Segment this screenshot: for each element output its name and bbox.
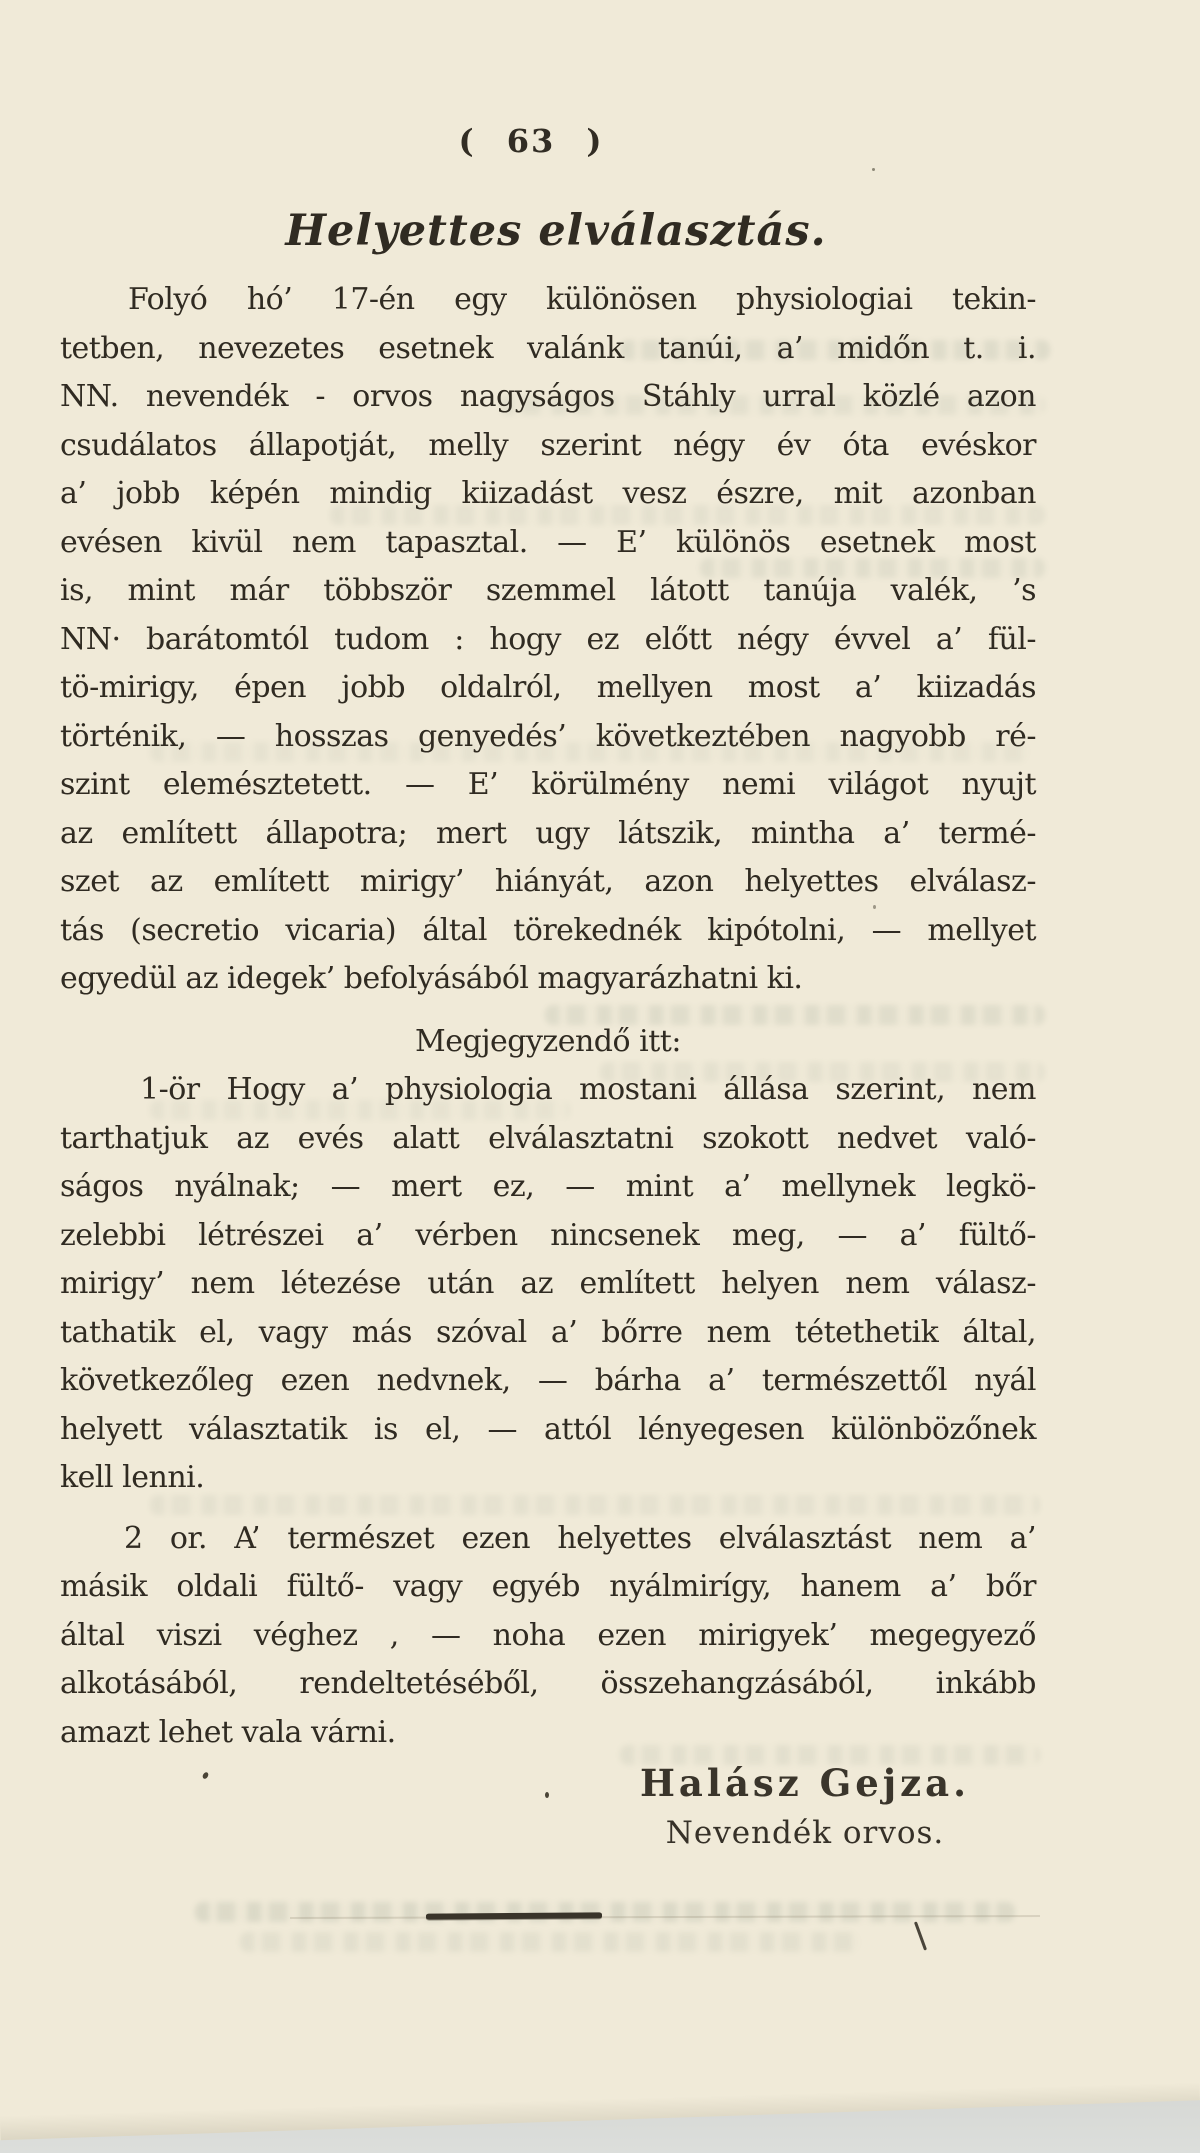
page-number: ( 63 ) (458, 122, 604, 160)
text-line: kell lenni. (60, 1460, 205, 1495)
bleed-through-text (240, 1932, 860, 1952)
text-line: következőleg ezen nedvnek, — bárha a’ természettől nyál (60, 1363, 1036, 1398)
text-line: által viszi véghez , — noha ezen mirigyek’ megegyező (60, 1617, 1036, 1653)
stray-ink-mark (914, 1921, 927, 1950)
text-line: tetben, nevezetes esetnek valánk tanúi, a’ midőn t. i. (60, 330, 1036, 366)
text-line: NN. nevendék - orvos nagyságos Stáhly urral közlé azon (60, 379, 1036, 414)
text-line: történik, — hosszas genyedés’ következtében nagyobb ré- (60, 718, 1036, 754)
signature-block (560, 1757, 1050, 1857)
text-line: tö-mirigy, épen jobb oldalról, mellyen most a’ kiizadás (60, 670, 1036, 705)
text-line: 2 or. A’ természet ezen helyettes elválasztást nem a’ (124, 1520, 1036, 1556)
body-text-column (60, 276, 1036, 1757)
text-line: Folyó hó’ 17-én egy különösen physiologiai tekin- (128, 282, 1036, 317)
text-line: a’ jobb képén mindig kiizadást vesz észre, mit azonban (60, 476, 1036, 511)
text-line: alkotásából, rendeltetéséből, összehangzásából, inkább (60, 1666, 1036, 1701)
text-line: az említett állapotra; mert ugy látszik, mintha a’ termé- (60, 815, 1036, 851)
text-line: másik oldali fültő- vagy egyéb nyálmirígy, hanem a’ bőr (60, 1569, 1036, 1604)
text-line: tás (secretio vicaria) által törekednék kipótolni, — mellyet (60, 912, 1036, 948)
ink-speck (545, 1792, 549, 1798)
text-line: zelebbi létrészei a’ vérben nincsenek meg, — a’ fültő- (60, 1217, 1036, 1253)
bleed-through-text (195, 1902, 1015, 1922)
text-line: helyett választatik is el, — attól lényegesen különbözőnek (60, 1411, 1036, 1447)
signature-role: Nevendék orvos. (665, 1815, 945, 1851)
text-line: szint elemésztetett. — E’ körülmény nemi világot nyujt (60, 767, 1036, 802)
ink-speck (872, 168, 875, 171)
text-line: ságos nyálnak; — mert ez, — mint a’ mellynek legkö- (60, 1169, 1036, 1204)
text-line: amazt lehet vala várni. (60, 1714, 396, 1750)
text-line: tarthatjuk az evés alatt elválasztatni szokott nedvet való- (60, 1120, 1036, 1156)
text-line: egyedül az idegek’ befolyásából magyarázhatni ki. (60, 961, 803, 996)
text-line: 1-ör Hogy a’ physiologia mostani állása szerint, nem (140, 1072, 1036, 1107)
paragraph (60, 1066, 1036, 1503)
end-rule (426, 1912, 602, 1919)
text-line: csudálatos állapotját, melly szerint négy év óta evéskor (60, 427, 1036, 463)
signature-name: Halász Gejza. (639, 1761, 971, 1805)
ink-speck (202, 1771, 210, 1780)
text-line: evésen kivül nem tapasztal. — E’ különös esetnek most (60, 524, 1036, 560)
ink-speck (873, 905, 876, 909)
paragraph (60, 276, 1036, 1004)
article-title: Helyettes elválasztás. (285, 206, 827, 256)
paragraph (60, 1515, 1036, 1758)
text-line: mirigy’ nem létezése után az említett helyen nem válasz- (60, 1266, 1036, 1301)
note-heading: Megjegyzendő itt: (415, 1023, 681, 1059)
text-line: NN· barátomtól tudom : hogy ez előtt négy évvel a’ fül- (60, 621, 1036, 657)
text-line: szet az említett mirigy’ hiányát, azon helyettes elválasz- (60, 864, 1036, 899)
text-line: is, mint már többször szemmel látott tanúja valék, ’s (60, 573, 1036, 608)
scanner-background (0, 2073, 1200, 2153)
text-line: tathatik el, vagy más szóval a’ bőrre nem tétethetik által, (60, 1314, 1036, 1350)
